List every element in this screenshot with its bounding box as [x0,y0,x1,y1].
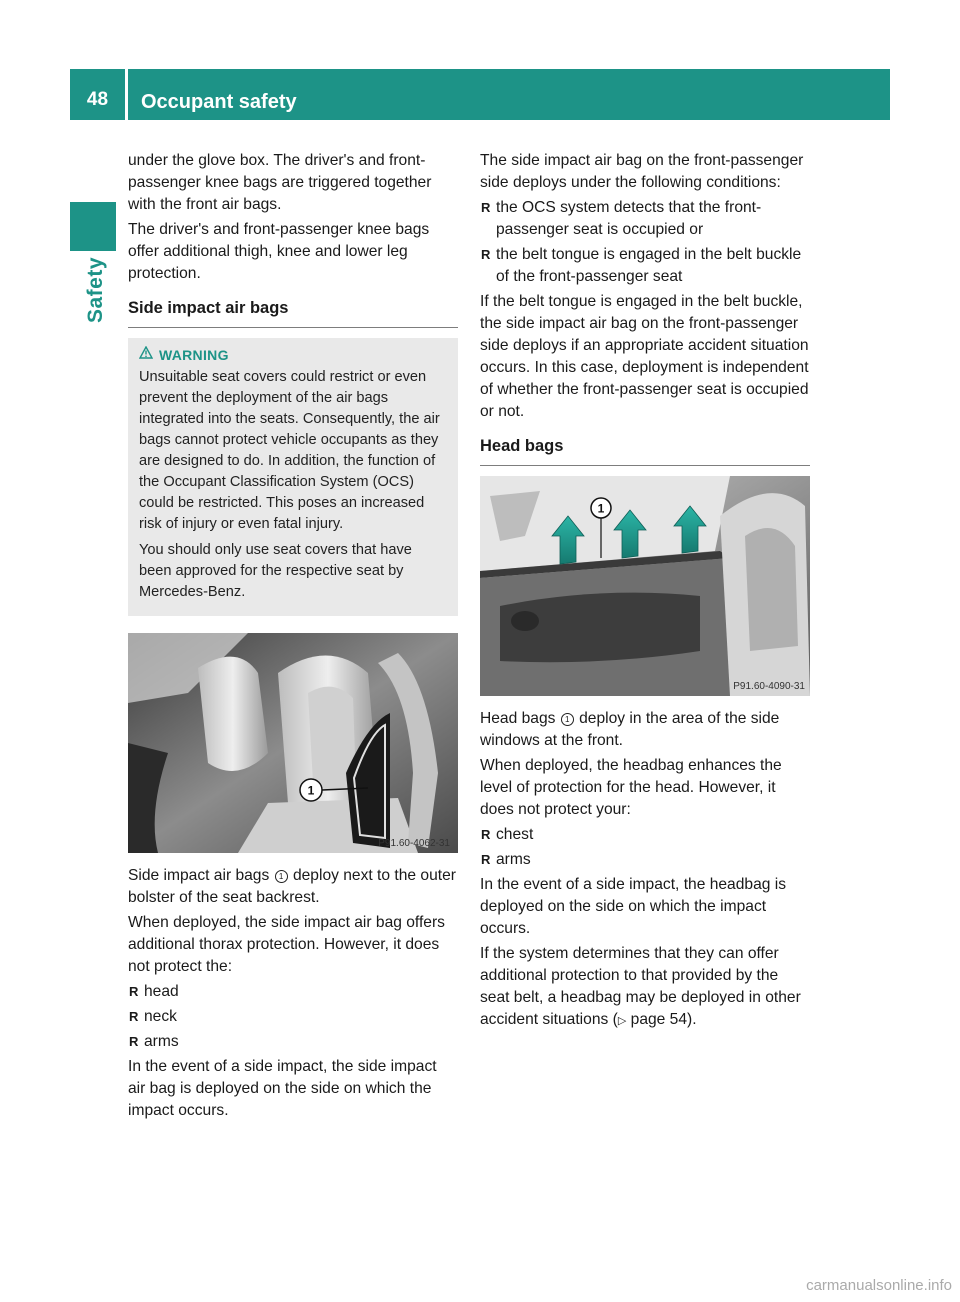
page-reference-link[interactable]: ▷ page 54 [617,1011,688,1028]
head-bag-figure [480,476,810,696]
callout-1-icon: 1 [275,870,288,883]
page-number: 48 [86,89,109,110]
warning-header [139,345,448,366]
seat-illustration [128,633,458,853]
intro-paragraph-1: under the glove box. The driver's and front-passenger knee bags are triggered together with the front air bags. [128,152,432,213]
side-tab-marker [70,202,116,251]
section-heading-head-bags: Head bags [480,435,810,466]
figure-code: P91.60-4090-31 [733,681,805,692]
belt-paragraph: If the belt tongue is engaged in the belt buckle, the side impact air bag on the front-passenger side deploys if an appropriate accident situation occurs. In this case, deployment is independent of whether the front-passenger seat is occupied or not. [480,293,809,420]
headbag-not-protected-list [480,824,810,871]
list-item: R chest [480,824,810,846]
warning-title: WARNING [159,347,229,363]
figure-callout-1: 1 [307,783,315,798]
warning-paragraph-2: You should only use seat covers that have been approved for the respective seat by Mercedes-Benz. [139,542,412,600]
deploy-paragraph: When deployed, the side impact air bag offers additional thorax protection. However, it does not protect the: [128,914,445,975]
intro-paragraph-2: The driver's and front-passenger knee bags offer additional thigh, knee and lower leg protection. [128,221,430,282]
list-item: R arms [128,1031,458,1053]
closing-paragraph: In the event of a side impact, the side impact air bag is deployed on the side on which the impact occurs. [128,1058,437,1119]
side-airbag-caption: Side impact air bags 1 deploy next to the outer bolster of the seat backrest. [128,867,456,906]
warning-box [128,338,458,616]
list-item: R the OCS system detects that the front-passenger seat is occupied or [480,197,810,241]
list-item: R neck [128,1006,458,1028]
head-bag-caption: Head bags 1 deploy in the area of the side windows at the front. [480,710,780,749]
header-divider [125,69,128,120]
list-item: R the belt tongue is engaged in the belt buckle of the front-passenger seat [480,244,810,288]
side-airbag-figure [128,633,458,853]
warning-paragraph-1: Unsuitable seat covers could restrict or even prevent the deployment of the air bags integrated into the seats. Consequently, the air bags cannot protect vehicle occupants as they are designed to do. In addition, the function of the Occupant Classification System (OCS) could be restricted. This poses an increased risk of injury or even fatal injury. [139,369,440,532]
conditions-intro: The side impact air bag on the front-passenger side deploys under the following conditions: [480,152,804,191]
right-column [480,150,810,1035]
headbag-deploy-paragraph: When deployed, the headbag enhances the level of protection for the head. However, it does not protect your: [480,757,782,818]
list-item: R head [128,981,458,1003]
final-paragraph: If the system determines that they can offer additional protection to that provided by the seat belt, a headbag may be deployed in other accident situations (▷ page 54). [480,945,801,1028]
page-title: Occupant safety [141,91,297,113]
side-tab-label: Safety [84,256,107,323]
left-column [128,150,458,1125]
callout-1-icon: 1 [561,713,574,726]
page-arrow-icon: ▷ [617,1015,627,1027]
list-item: R arms [480,849,810,871]
headbag-closing-paragraph: In the event of a side impact, the headbag is deployed on the side on which the impact occurs. [480,876,787,937]
headbag-illustration [480,476,810,696]
section-heading-side-impact: Side impact air bags [128,297,458,328]
conditions-list [480,197,810,288]
figure-code: P91.60-4062-31 [378,838,450,849]
figure-callout-1: 1 [597,501,605,516]
warning-triangle-icon [139,345,153,366]
not-protected-list [128,981,458,1053]
watermark: carmanualsonline.info [806,1277,952,1294]
